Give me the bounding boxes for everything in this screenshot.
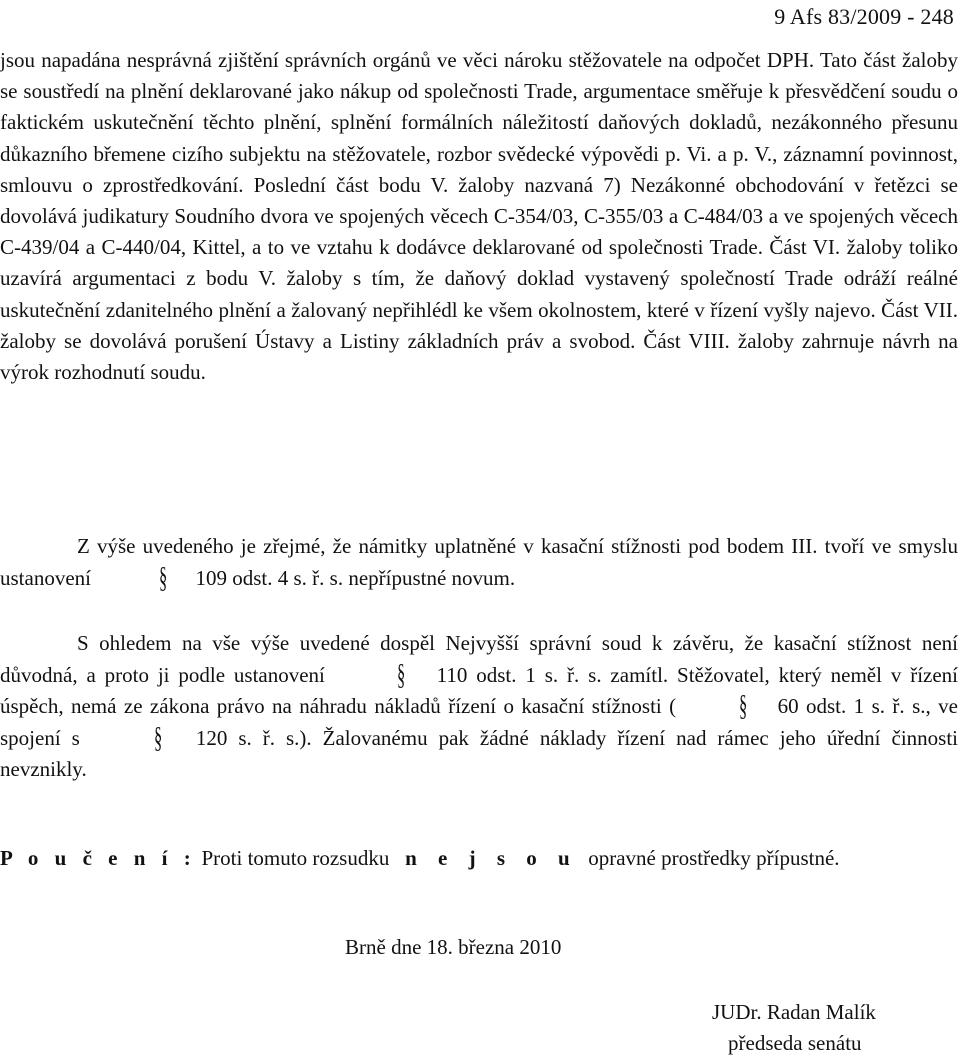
instruction-text-a: Proti tomuto rozsudku (201, 846, 390, 870)
paragraph-3-text-c: 60 odst. 1 s. ř. s., ve spojení s (0, 694, 958, 750)
signature-name: JUDr. Radan Malík (712, 1000, 876, 1024)
paragraph-3: S ohledem na vše výše uvedené dospěl Nejvyšší správní soud k závěru, že kasační stížnost není důvodná, a proto ji podle ustanovení § 110 odst. 1 s. ř. s. zamítl. Stěžovatel, který neměl v řízení úspěch, nemá ze zákona právo na náhradu nákladů řízení o kasační stížnosti ( § 60 odst. 1 s. ř. s., ve spojení s § 120 s. ř. s.). Žalovanému pak žádné náklady řízení nad rámec jeho úřední činnosti nevznikly. (0, 631, 959, 781)
instruction-label: P o u č e n í : (0, 846, 197, 870)
paragraph-2-text-b: 109 odst. 4 s. ř. s. nepřípustné novum. (195, 565, 516, 590)
paragraph-3-text-b: 110 odst. 1 s. ř. s. zamítl. Stěžovatel, který neměl v řízení úspěch, nemá ze zákona právo na náhradu nákladů řízení o kasační stížnosti ( (0, 662, 959, 718)
date-line: Brně dne 18. března 2010 (345, 935, 562, 959)
paragraph-2: Z výše uvedeného je zřejmé, že námitky uplatněné v kasační stížnosti pod bodem III. tvoří ve smyslu ustanovení § 109 odst. 4 s. ř. s. nepřípustné novum. (0, 534, 958, 594)
case-reference: 9 Afs 83/2009 - 248 (774, 4, 954, 29)
paragraph-3-text-a: S ohledem na vše výše uvedené dospěl Nejvyšší správní soud k závěru, že kasační stížnost není důvodná, a proto ji podle ustanovení (0, 631, 958, 687)
paragraph-2-text-a: Z výše uvedeného je zřejmé, že námitky uplatněné v kasační stížnosti pod bodem III. tvoří ve smyslu ustanovení (0, 534, 958, 590)
signature-role: předseda senátu (728, 1031, 862, 1055)
paragraph-3-text-d: 120 s. ř. s.). Žalovanému pak žádné náklady řízení nad rámec jeho úřední činnosti nevznikly. (0, 725, 959, 781)
instruction-text-b: opravné prostředky přípustné. (588, 846, 840, 870)
paragraph-1: jsou napadána nesprávná zjištění správních orgánů ve věci nároku stěžovatele na odpočet DPH. Tato část žaloby se soustředí na plnění deklarované jako nákup od společnosti Trade, argumentace směřuje k přesvědčení soudu o faktickém uskutečnění těchto plnění, splnění formálních náležitostí daňových dokladů, nezákonného přesunu důkazního břemene cizího subjektu na stěžovatele, rozbor svědecké výpovědi p. Vi. a p. V., záznamní povinnost, smlouvu o zprostředkování. Poslední část bodu V. žaloby nazvaná 7) Nezákonné obchodování v řetězci se dovolává judikatury Soudního dvora ve spojených věcech C-354/03, C-355/03 a C-484/03 a ve spojených věcech C-439/04 a C-440/04, Kittel, a to ve vztahu k dodávce deklarované od společnosti Trade. Část VI. žaloby toliko uzavírá argumentaci z bodu V. žaloby s tím, že daňový doklad vystavený společností Trade odráží reálné uskutečnění zdanitelného plnění a žalovaný nepřihlédl ke všem okolnostem, které v řízení vyšly najevo. Část VII. žaloby se dovolává porušení Ústavy a Listiny základních práv a svobod. Část VIII. žaloby zahrnuje návrh na výrok rozhodnutí soudu. (0, 48, 958, 385)
instruction-emphasis: n e j s o u (405, 846, 578, 870)
legal-instruction (0, 843, 840, 874)
